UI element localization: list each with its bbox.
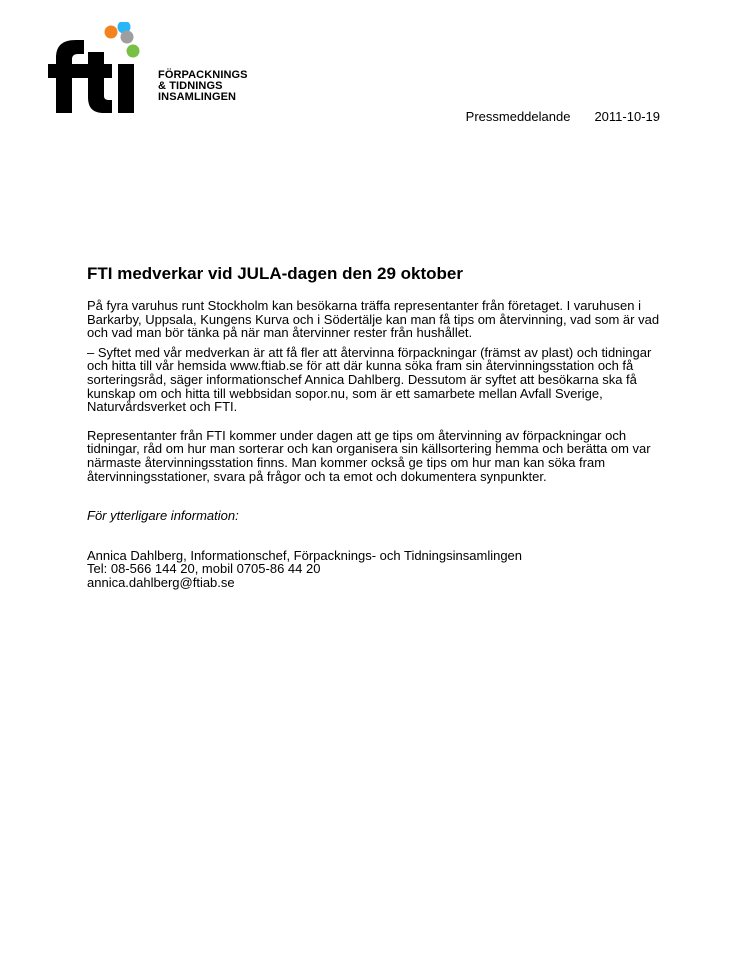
release-date: 2011-10-19 [594,109,660,124]
logo-dot-green [127,45,140,58]
contact-name: Annica Dahlberg, Informationschef, Förpacknings- och Tidningsinsamlingen [87,547,523,563]
contact-phone: Tel: 08-566 144 20, mobil 0705-86 44 20 [87,561,321,577]
company-logo [46,22,286,114]
contact-email: annica.dahlberg@ftiab.se [87,574,235,590]
logo-letter-f [48,40,84,113]
logo-dot-orange [105,26,118,39]
logo-tagline [158,70,248,103]
logo-dot-gray [121,31,134,44]
logo-letter-i [118,64,134,113]
logo-tagline-line-1: FÖRPACKNINGS [158,69,248,81]
fti-logo-mark [46,22,156,114]
logo-letter-t [82,52,112,113]
press-release-header [466,109,660,124]
logo-tagline-line-3: INSAMLINGEN [158,91,237,103]
logo-tagline-line-2: & TIDNINGS [158,80,223,92]
paragraph-intro: På fyra varuhus runt Stockholm kan besökarna träffa representanter från företaget. I varuhusen i Barkarby, Uppsala, Kungens Kurva och i Södertälje kan man få tips om återvinning, vad som är vad och vad man bör tänka på när man återvinner rester från hushållet. [87,298,660,341]
article-headline: FTI medverkar vid JULA-dagen den 29 oktober [87,264,463,283]
article-body [87,264,667,590]
document-type: Pressmeddelande [465,109,571,124]
more-info-label: För ytterligare information: [87,508,239,524]
paragraph-quote: – Syftet med vår medverkan är att få fler att återvinna förpackningar (främst av plast) och tidningar och hitta till vår hemsida www.ftiab.se för att där kunna söka fram sin återvinningsstation och få sorteringsråd, säger informationschef Annica Dahlberg. Dessutom är syftet att besökarna ska få kunskap om och hitta till webbsidan sopor.nu, som är ett samarbete mellan Avfall Sverige, Naturvårdsverket och FTI. [87,344,652,415]
paragraph-details: Representanter från FTI kommer under dagen att ge tips om återvinning av förpackningar och tidningar, råd om hur man sorterar och kan organisera sin källsortering hemma och berätta om var närmaste återvinningsstation finns. Man kommer också ge tips om hur man kan söka fram återvinningsstationer, svara på frågor och ta emot och dokumentera synpunkter. [87,427,651,484]
